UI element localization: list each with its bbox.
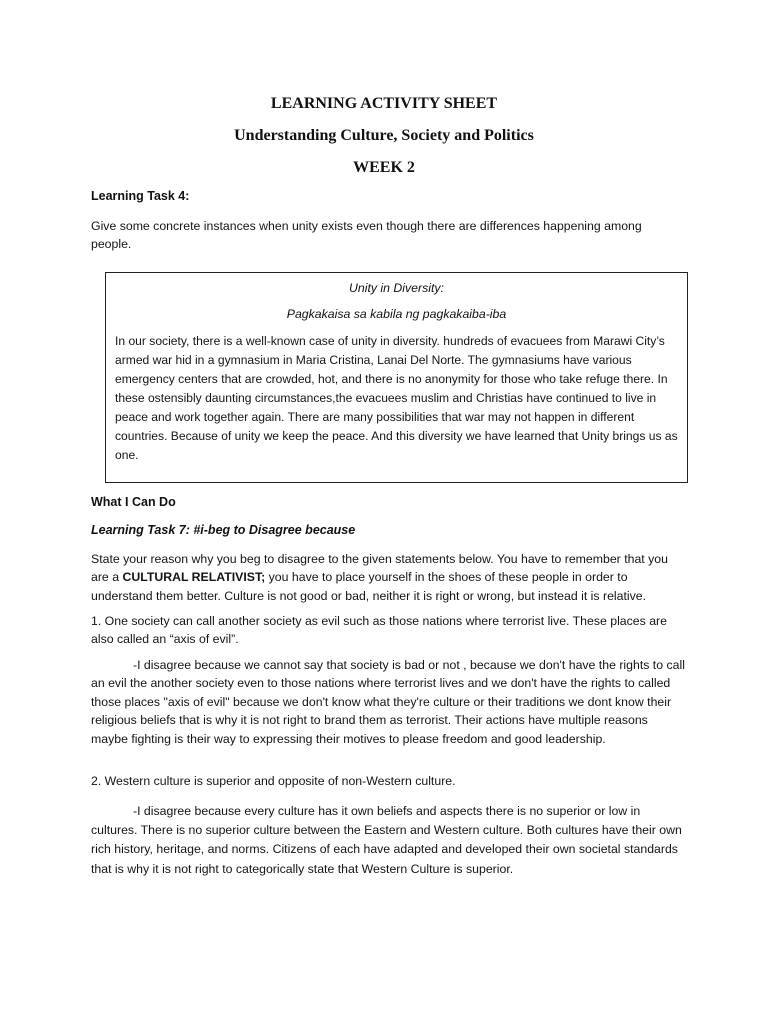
- statement-2: 2. Western culture is superior and opposite of non-Western culture.: [91, 774, 456, 788]
- statement-1: 1. One society can call another society as evil such as those nations where terrorist live. These places are also called an “axis of evil”.: [91, 614, 667, 647]
- box-subtitle: Pagkakaisa sa kabila ng pagkakaiba-iba: [286, 307, 507, 321]
- subject-title: Understanding Culture, Society and Politics: [234, 127, 534, 144]
- answer-2-text: -I disagree because every culture has it own beliefs and aspects there is no superior or low in cultures. There is no superior culture between the Eastern and Western culture. Both cultures have their own rich history, heritage, and norms. Citizens of each have adapted and developed their own societal standards that is why it is not right to categorically state that Western Culture is superior.: [91, 804, 682, 876]
- box-title: Unity in Diversity:: [349, 281, 444, 295]
- answer-box: [105, 272, 688, 483]
- task7-intro-part2: you have to place yourself in the shoes of these people in order to understand them better. Culture is not good or bad, neither it is right or wrong, but instead it is relative.: [91, 570, 647, 603]
- answer-2: [91, 802, 687, 879]
- what-i-can-do-heading: What I Can Do: [91, 495, 176, 509]
- box-answer-text: In our society, there is a well-known case of unity in diversity. hundreds of evacuees from Marawi City’s armed war hid in a gymnasium in Maria Cristina, Lanai Del Norte. The gymnasiums have various emergency centers that are crowded, hot, and there is no anonymity for those who take refuge there. In these ostensibly daunting circumstances,the evacuees muslim and Christias have continued to live in peace and work together again. There are many possibilities that war may not happen in different countries. Because of unity we keep the peace. And this diversity we have learned that Unity brings us as one.: [115, 334, 678, 462]
- answer-1-text: -I disagree because we cannot say that society is bad or not , because we don't have the rights to call an evil the another society even to those nations where terrorist lives and we don't have the rights to called those places "axis of evil" because we don't know what they're culture or their traditions we dont know their religious beliefs that is why it is not right to brand them as terrorist. Their actions have multiple reasons maybe fighting is their way to expressing their motives to please freedom and good leadership.: [91, 658, 685, 746]
- task4-prompt: Give some concrete instances when unity exists even though there are differences happening among people.: [91, 219, 642, 252]
- week-title: WEEK 2: [353, 159, 415, 176]
- answer-1: [91, 656, 687, 748]
- sheet-title: LEARNING ACTIVITY SHEET: [270, 95, 498, 112]
- task7-heading: Learning Task 7: #i-beg to Disagree because: [91, 523, 356, 537]
- task4-heading: Learning Task 4:: [91, 189, 190, 203]
- document-header: [0, 94, 768, 178]
- task7-intro-part1: State your reason why you beg to disagree to the given statements below. You have to remember that you are a: [91, 552, 668, 585]
- task7-instructions: [91, 550, 687, 605]
- cultural-relativist-emphasis: CULTURAL RELATIVIST;: [122, 570, 266, 585]
